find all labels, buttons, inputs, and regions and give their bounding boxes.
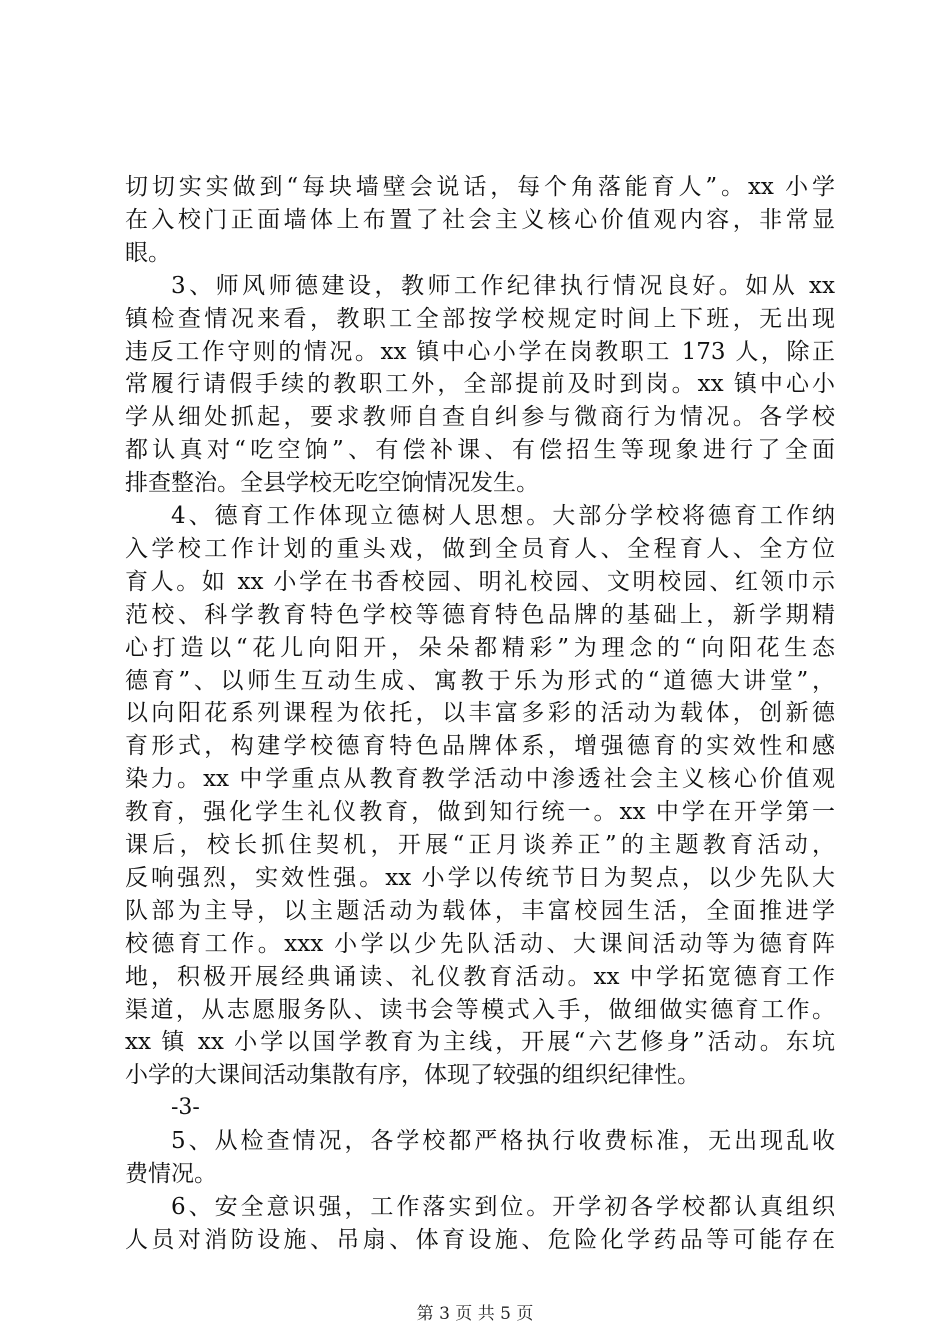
page-footer: 第 3 页 共 5 页: [416, 1304, 534, 1324]
body-line: 费情况。: [125, 1161, 217, 1187]
body-line: 育人。如 xx 小学在书香校园、明礼校园、文明校园、红领巾示: [125, 568, 835, 595]
body-line: 学从细处抓起，要求教师自查自纠参与微商行为情况。各学校: [125, 404, 835, 431]
body-line: 都认真对“吃空饷”、有偿补课、有偿招生等现象进行了全面: [125, 437, 835, 464]
body-line: 渠道，从志愿服务队、读书会等模式入手，做细做实德育工作。: [125, 996, 835, 1023]
paragraph-4-first-line: 4、德育工作体现立德树人思想。大部分学校将德育工作纳: [171, 503, 835, 529]
body-line: 队部为主导，以主题活动为载体，丰富校园生活，全面推进学: [125, 897, 835, 924]
body-line: 常履行请假手续的教职工外，全部提前及时到岗。xx 镇中心小: [125, 371, 835, 398]
body-line: 教育，强化学生礼仪教育，做到知行统一。xx 中学在开学第一: [125, 799, 835, 826]
body-line: 地，积极开展经典诵读、礼仪教育活动。xx 中学拓宽德育工作: [125, 963, 835, 990]
body-line: 德育”、以师生互动生成、寓教于乐为形式的“道德大讲堂”，: [125, 667, 835, 694]
body-line: 排查整治。全县学校无吃空饷情况发生。: [125, 470, 539, 497]
body-line: 入学校工作计划的重头戏，做到全员育人、全程育人、全方位: [125, 535, 835, 562]
body-line: 心打造以“花儿向阳开，朵朵都精彩”为理念的“向阳花生态: [125, 634, 835, 661]
body-line: 镇检查情况来看，教职工全部按学校规定时间上下班，无出现: [125, 305, 835, 332]
body-line: 染力。xx 中学重点从教育教学活动中渗透社会主义核心价值观: [125, 766, 835, 793]
body-line: 违反工作守则的情况。xx 镇中心小学在岗教职工 173 人，除正: [125, 338, 835, 365]
body-line: 育形式，构建学校德育特色品牌体系，增强德育的实效性和感: [125, 733, 835, 760]
inline-page-number: -3-: [171, 1095, 200, 1121]
body-line: 切切实实做到“每块墙壁会说话，每个角落能育人”。xx 小学: [125, 174, 835, 200]
body-line: 以向阳花系列课程为依托，以丰富多彩的活动为载体，创新德: [125, 700, 835, 727]
body-line: 校德育工作。xxx 小学以少先队活动、大课间活动等为德育阵: [125, 930, 835, 957]
body-line: 小学的大课间活动集散有序，体现了较强的组织纪律性。: [125, 1062, 700, 1089]
body-line: 范校、科学教育特色学校等德育特色品牌的基础上，新学期精: [125, 601, 835, 628]
body-line: 眼。: [125, 239, 171, 266]
body-line: 反响强烈，实效性强。xx 小学以传统节日为契点，以少先队大: [125, 864, 835, 891]
paragraph-3-first-line: 3、师风师德建设，教师工作纪律执行情况良好。如从 xx: [171, 272, 835, 299]
body-line: 在入校门正面墙体上布置了社会主义核心价值观内容，非常显: [125, 206, 835, 233]
body-line: 课后，校长抓住契机，开展“正月谈养正”的主题教育活动，: [125, 832, 835, 858]
body-line: 人员对消防设施、吊扇、体育设施、危险化学药品等可能存在: [125, 1226, 835, 1253]
paragraph-6-first-line: 6、安全意识强，工作落实到位。开学初各学校都认真组织: [171, 1193, 835, 1220]
paragraph-5-first-line: 5、从检查情况，各学校都严格执行收费标准，无出现乱收: [171, 1128, 835, 1155]
body-line: xx 镇 xx 小学以国学教育为主线，开展“六艺修身”活动。东坑: [125, 1029, 835, 1056]
